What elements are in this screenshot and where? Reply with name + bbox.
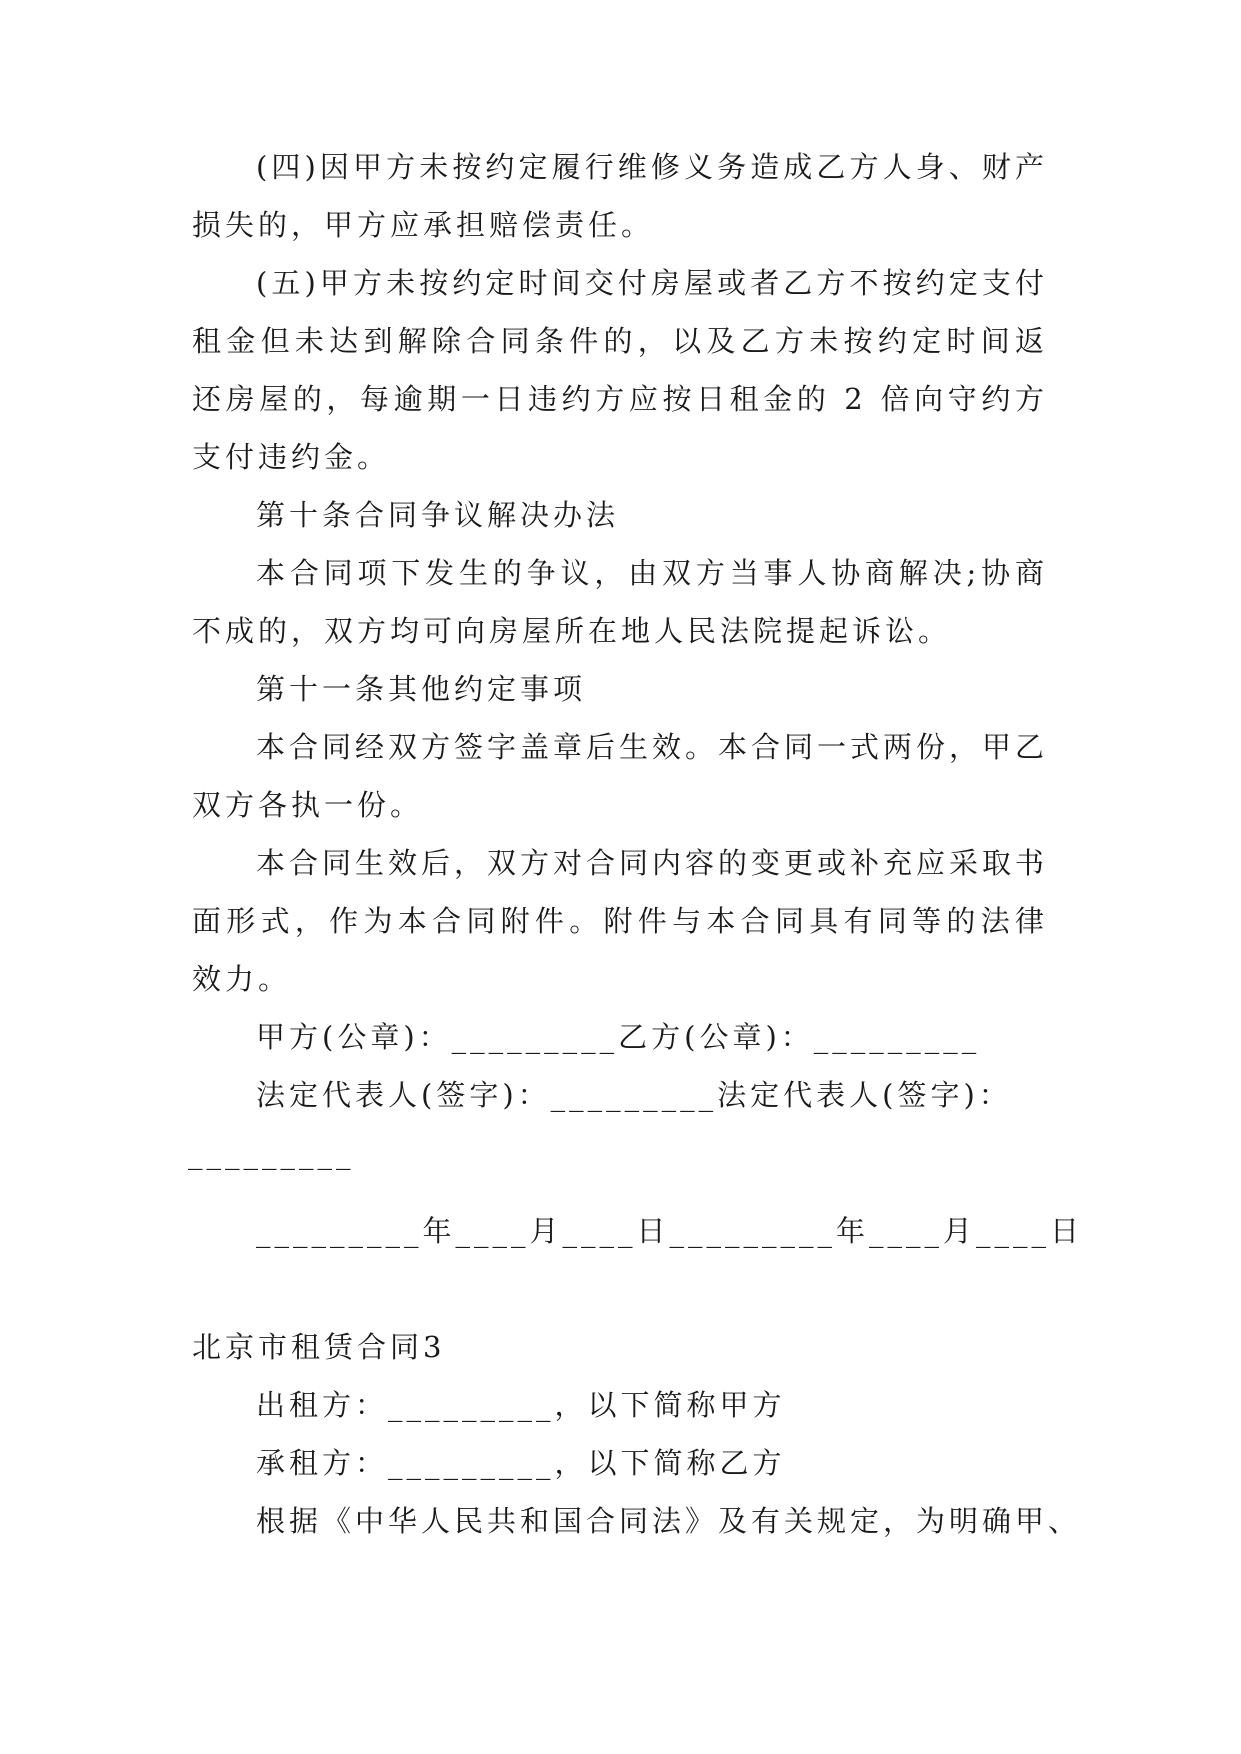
clause-v-paragraph: (五)甲方未按约定时间交付房屋或者乙方不按约定支付租金但未达到解除合同条件的，以及乙方未按约定时间返还房屋的，每逾期一日违约方应按日租金的 2 倍向守约方支付违约金。 [192,266,1048,474]
article-10-body: 本合同项下发生的争议，由双方当事人协商解决;协商不成的，双方均可向房屋所在地人民法院提起诉讼。 [192,556,1048,648]
lessor-line: 出租方：_________，以下简称甲方 [256,1388,786,1422]
article-11-body-2: 本合同生效后，双方对合同内容的变更或补充应采取书面形式，作为本合同附件。附件与本合同具有同等的法律效力。 [192,846,1049,996]
clause-iv-paragraph: (四)因甲方未按约定履行维修义务造成乙方人身、财产损失的，甲方应承担赔偿责任。 [192,150,1048,242]
preamble-line: 根据《中华人民共和国合同法》及有关规定，为明确甲、 [256,1504,1082,1538]
representative-signature-blank: _________ [188,1136,355,1170]
article-11-title: 第十一条其他约定事项 [256,672,587,706]
date-line: _________年____月____日_________年____月____日 [256,1214,1084,1248]
representative-signature-line: 法定代表人(签字)：_________法定代表人(签字)： [256,1078,1012,1112]
seal-signature-line: 甲方(公章)：_________乙方(公章)：_________ [256,1020,981,1054]
article-10-title: 第十条合同争议解决办法 [256,498,620,532]
contract-3-title: 北京市租赁合同3 [192,1330,446,1364]
article-11-body-1: 本合同经双方签字盖章后生效。本合同一式两份，甲乙双方各执一份。 [192,730,1049,822]
lessee-line: 承租方：_________，以下简称乙方 [256,1446,786,1480]
